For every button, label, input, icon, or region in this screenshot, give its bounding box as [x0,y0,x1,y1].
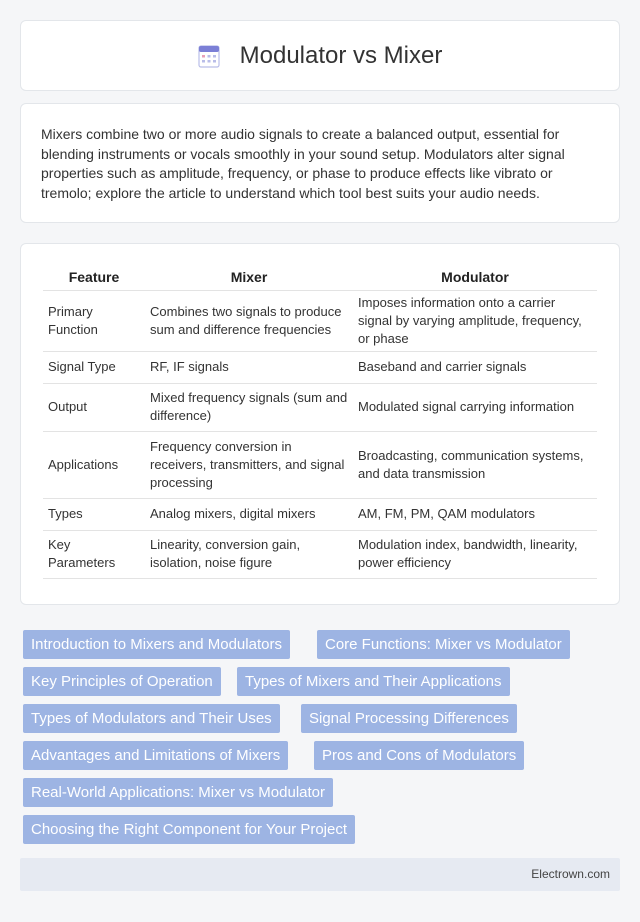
cell-modulator: Modulated signal carrying information [353,383,597,431]
table-row [43,530,597,578]
header-mixer: Mixer [145,265,353,290]
tag-link[interactable]: Advantages and Limitations of Mixers [23,741,288,770]
table-row [43,431,597,498]
comparison-table [43,265,597,579]
tag-link[interactable]: Pros and Cons of Modulators [314,741,524,770]
cell-feature: Key Parameters [43,530,145,578]
cell-modulator: Broadcasting, communication systems, and data transmission [353,431,597,498]
cell-modulator: Modulation index, bandwidth, linearity, power efficiency [353,530,597,578]
cell-modulator: AM, FM, PM, QAM modulators [353,498,597,530]
table-row [43,383,597,431]
table-row [43,351,597,383]
intro-paragraph: Mixers combine two or more audio signals to create a balanced output, essential for blending instruments or vocals smoothly in your sound setup. Modulators alter signal properties such as amplitude, frequency, or phase to produce effects like vibrato or tremolo; explore the article to understand which tool best suits your audio needs. [41,126,565,201]
footer-source: Electrown.com [531,867,610,881]
cell-feature: Signal Type [43,351,145,383]
calendar-icon [198,44,220,68]
cell-feature: Output [43,383,145,431]
tag-link[interactable]: Types of Modulators and Their Uses [23,704,280,733]
cell-feature: Types [43,498,145,530]
table-row [43,290,597,351]
table-header-row [43,265,597,290]
tag-link[interactable]: Core Functions: Mixer vs Modulator [317,630,570,659]
cell-mixer: Frequency conversion in receivers, transmitters, and signal processing [145,431,353,498]
cell-mixer: Linearity, conversion gain, isolation, noise figure [145,530,353,578]
header-feature: Feature [43,265,145,290]
intro-card [20,103,620,223]
cell-mixer: Analog mixers, digital mixers [145,498,353,530]
table-row [43,498,597,530]
tag-link[interactable]: Signal Processing Differences [301,704,517,733]
cell-feature: Primary Function [43,290,145,351]
tag-link[interactable]: Choosing the Right Component for Your Project [23,815,355,844]
title-card [20,20,620,91]
page-title: Modulator vs Mixer [239,41,443,69]
comparison-table-card [20,243,620,605]
tag-link[interactable]: Types of Mixers and Their Applications [237,667,510,696]
cell-feature: Applications [43,431,145,498]
tag-link[interactable]: Key Principles of Operation [23,667,221,696]
cell-mixer: RF, IF signals [145,351,353,383]
cell-modulator: Imposes information onto a carrier signal by varying amplitude, frequency, or phase [353,290,597,351]
tag-link[interactable]: Introduction to Mixers and Modulators [23,630,290,659]
tag-link[interactable]: Real-World Applications: Mixer vs Modulator [23,778,333,807]
cell-mixer: Mixed frequency signals (sum and difference) [145,383,353,431]
footer [20,858,620,891]
cell-mixer: Combines two signals to produce sum and difference frequencies [145,290,353,351]
cell-modulator: Baseband and carrier signals [353,351,597,383]
header-modulator: Modulator [353,265,597,290]
